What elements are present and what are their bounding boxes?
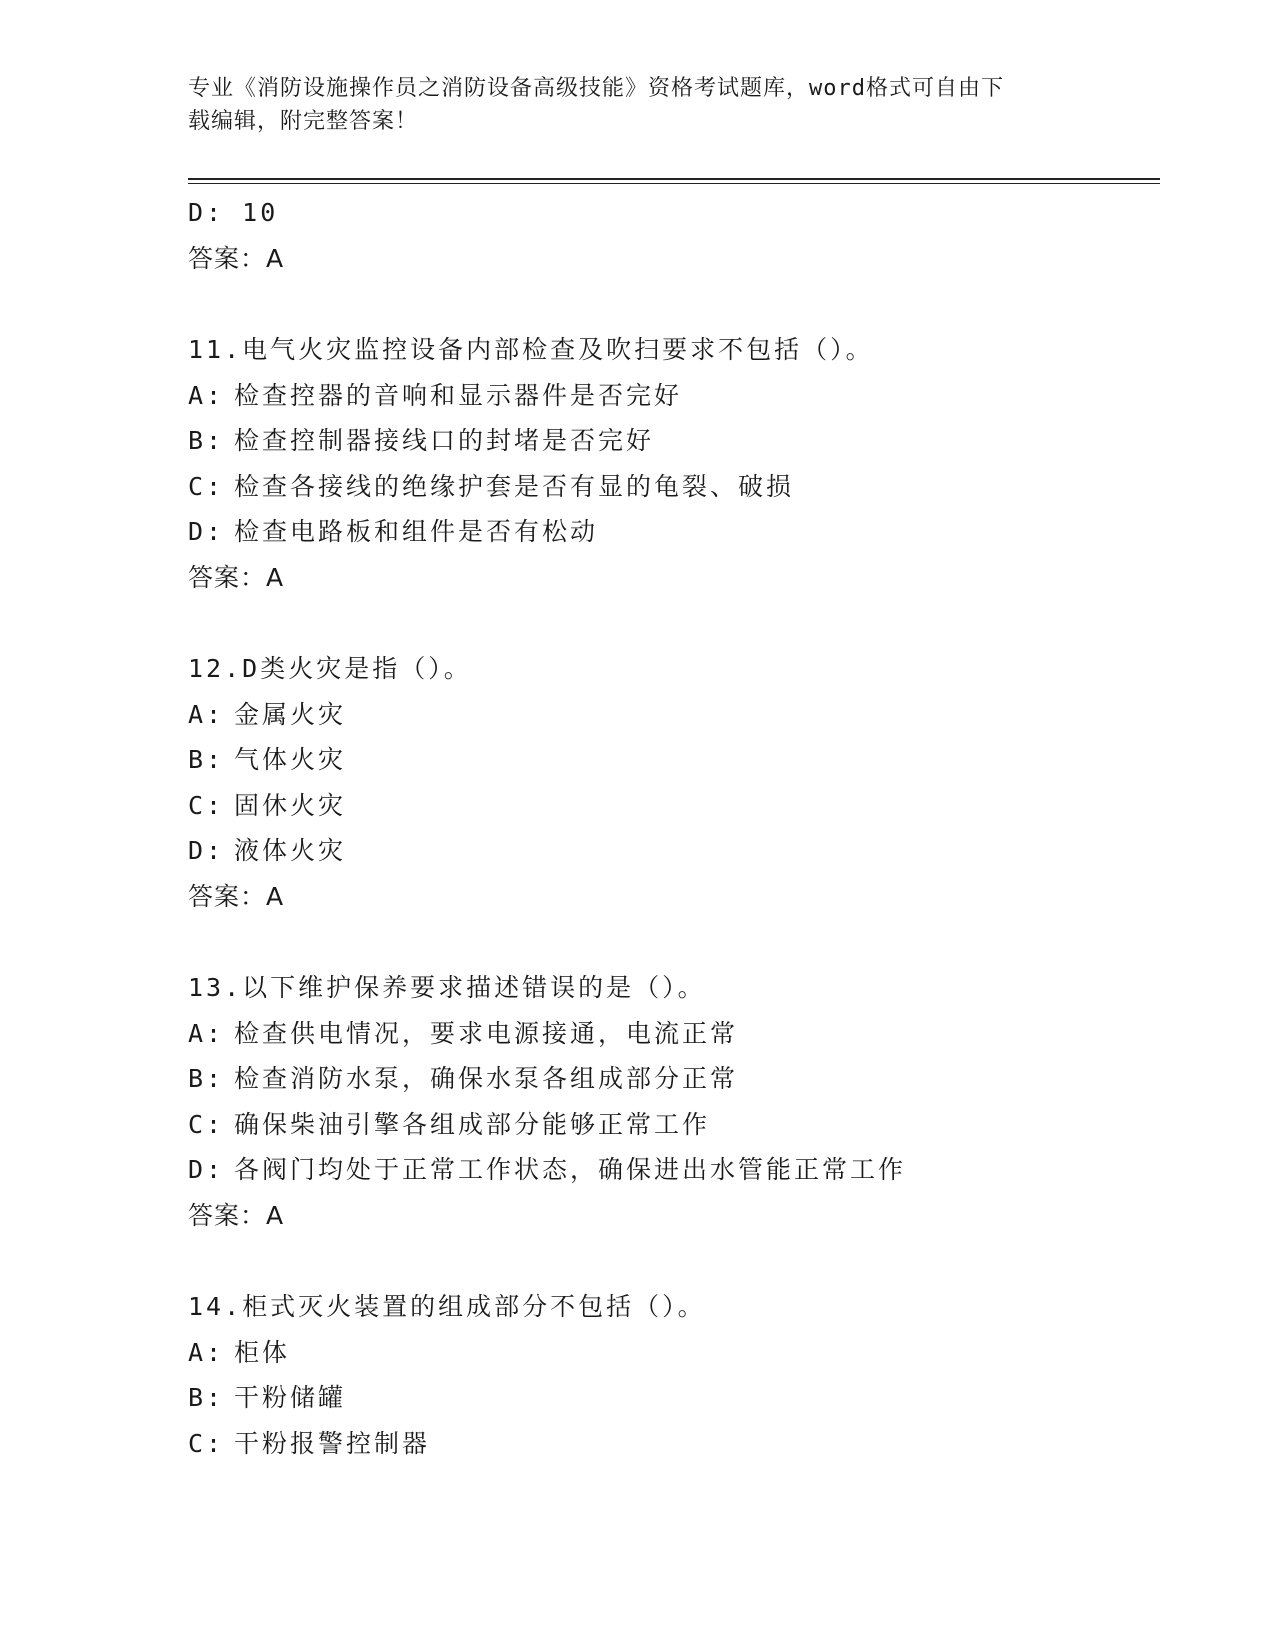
answer-line: 答案：A	[188, 562, 285, 592]
option-c	[188, 1102, 1168, 1148]
option-text: 干粉储罐	[234, 1383, 347, 1412]
question-stem: 13.以下维护保养要求描述错误的是（）。	[188, 973, 706, 1002]
option-text: 液体火灾	[234, 836, 347, 865]
option-b	[188, 737, 1168, 783]
option-text: 检查控器的音响和显示器件是否完好	[234, 380, 683, 410]
option-label: C:	[188, 1428, 225, 1458]
question-stem: 14.柜式灭火装置的组成部分不包括（）。	[188, 1292, 706, 1321]
option-a	[188, 373, 1168, 419]
option-label: B:	[188, 426, 225, 455]
question-stem: 12.D类火灾是指（）。	[188, 654, 472, 683]
option-text: 确保柴油引擎各组成部分能够正常工作	[234, 1109, 711, 1139]
option-text: 干粉报警控制器	[234, 1428, 431, 1458]
question-list	[188, 190, 1168, 1466]
option-label: B:	[188, 1383, 225, 1412]
option-c	[188, 1421, 1168, 1467]
option-text: 各阀门均处于正常工作状态，确保进出水管能正常工作	[234, 1155, 907, 1184]
question-stem: 11.电气火灾监控设备内部检查及吹扫要求不包括（）。	[188, 335, 874, 364]
option-b	[188, 1375, 1168, 1421]
header-divider	[188, 178, 1160, 180]
option-label: B:	[188, 1064, 225, 1093]
header-divider-thin	[188, 183, 1160, 184]
option-label: A:	[188, 1018, 225, 1048]
answer-line: 答案：A	[188, 1200, 285, 1230]
option-label: B:	[188, 745, 225, 774]
option-label: D:	[188, 517, 225, 546]
option-text: 固休火灾	[234, 790, 347, 820]
option-text: 金属火灾	[234, 699, 347, 729]
header-line-2: 载编辑，附完整答案！	[188, 109, 419, 134]
page-header	[188, 72, 1088, 138]
option-c	[188, 464, 1168, 510]
option-d: D: 10	[188, 198, 279, 227]
option-label: A:	[188, 699, 225, 729]
option-label: D:	[188, 1155, 225, 1184]
option-label: A:	[188, 380, 225, 410]
option-label: C:	[188, 790, 225, 820]
option-c	[188, 783, 1168, 829]
option-text: 检查各接线的绝缘护套是否有显的龟裂、破损	[234, 471, 795, 501]
option-label: D:	[188, 836, 225, 865]
option-d	[188, 1147, 1168, 1193]
option-text: 检查消防水泵，确保水泵各组成部分正常	[234, 1064, 739, 1093]
option-d	[188, 828, 1168, 874]
option-b	[188, 1056, 1168, 1102]
option-a	[188, 1011, 1168, 1057]
option-label: C:	[188, 1109, 225, 1139]
option-a	[188, 1330, 1168, 1376]
option-text: 气体火灾	[234, 745, 347, 774]
option-a	[188, 692, 1168, 738]
answer-line: 答案：A	[188, 243, 285, 273]
answer-line: 答案：A	[188, 881, 285, 911]
option-text: 检查电路板和组件是否有松动	[234, 517, 599, 546]
option-text: 柜体	[234, 1337, 291, 1367]
option-label: A:	[188, 1337, 225, 1367]
option-d	[188, 509, 1168, 555]
header-line-1: 专业《消防设施操作员之消防设备高级技能》资格考试题库，word格式可自由下	[188, 76, 1004, 101]
option-label: C:	[188, 471, 225, 501]
option-text: 检查控制器接线口的封堵是否完好	[234, 426, 655, 455]
option-b	[188, 418, 1168, 464]
option-text: 检查供电情况，要求电源接通，电流正常	[234, 1018, 739, 1048]
